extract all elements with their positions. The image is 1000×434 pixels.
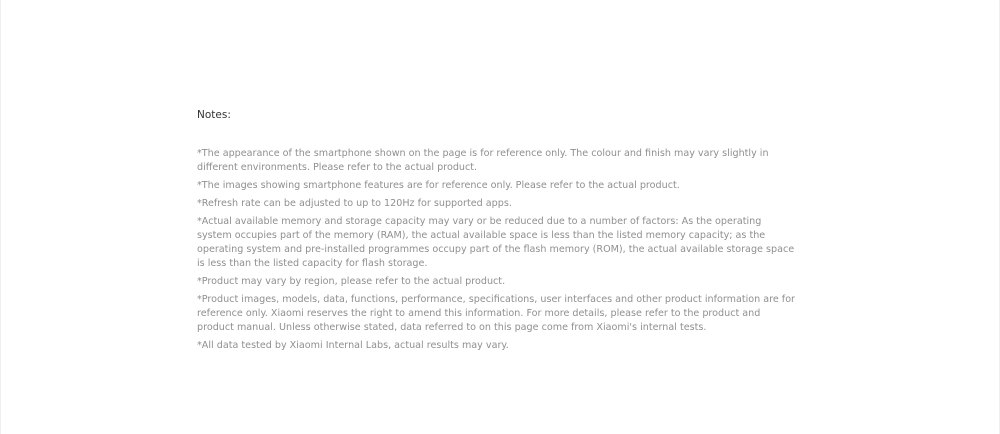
- note-item-feature-images: *The images showing smartphone features are for reference only. Please refer to the actual product.: [197, 180, 680, 191]
- note-item-memory-storage: *Actual available memory and storage capacity may vary or be reduced due to a number of factors: As the operating system occupies part of the memory (RAM), the actual available space is less than the listed memory capacity; as the operating system and pre-installed programmes occupy part of the flash memory (ROM), the actual available storage space is less than the listed capacity for flash storage.: [197, 216, 795, 269]
- notes-section: [197, 108, 797, 357]
- note-item-appearance: *The appearance of the smartphone shown on the page is for reference only. The colour and finish may vary slightly in different environments. Please refer to the actual product.: [197, 148, 769, 173]
- note-item-lab-data: *All data tested by Xiaomi Internal Labs, actual results may vary.: [197, 340, 509, 351]
- notes-title: Notes:: [197, 109, 231, 121]
- note-item-refresh-rate: *Refresh rate can be adjusted to up to 120Hz for supported apps.: [197, 198, 512, 209]
- note-item-product-info: *Product images, models, data, functions, performance, specifications, user interfaces and other product information are for reference only. Xiaomi reserves the right to amend this information. For more details, please refer to the product and product manual. Unless otherwise stated, data referred to on this page come from Xiaomi's internal tests.: [197, 294, 796, 333]
- notes-list: [197, 147, 797, 353]
- note-item-region: *Product may vary by region, please refer to the actual product.: [197, 276, 506, 287]
